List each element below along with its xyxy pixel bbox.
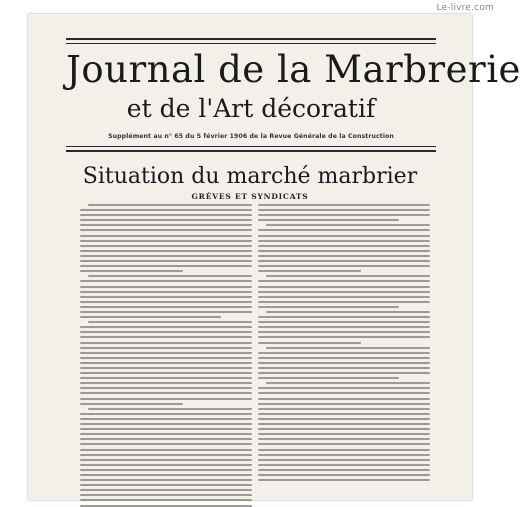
- masthead-title: Journal de la Marbrerie: [66, 48, 521, 91]
- masthead-frame: [66, 38, 521, 152]
- watermark-logo: Le-livre.com: [436, 3, 494, 13]
- article-column-left: [80, 204, 252, 494]
- masthead-subtitle: et de l'Art décoratif: [126, 94, 376, 123]
- document-page: [28, 14, 521, 500]
- masthead-supplement: Supplément au n° 65 du 5 février 1906 de la Revue Générale de la Construction: [108, 133, 394, 140]
- article-column-right: [258, 204, 430, 494]
- article-subtitle: GRÈVES ET SYNDICATS: [191, 192, 309, 201]
- article-title: Situation du marché marbrier: [82, 164, 418, 189]
